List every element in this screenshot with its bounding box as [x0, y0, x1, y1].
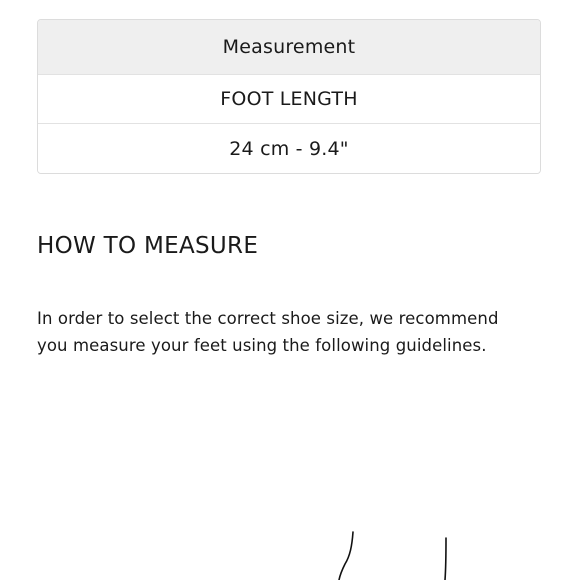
- foot-outline-right-stroke: [445, 538, 446, 580]
- size-measurement-table: [37, 19, 541, 174]
- how-to-measure-description: In order to select the correct shoe size, we recommend you measure your feet using the following guidelines.: [37, 309, 499, 355]
- table-value-foot-length: 24 cm - 9.4": [38, 124, 540, 173]
- foot-outline-left-stroke: [339, 532, 353, 580]
- table-header-measurement: Measurement: [38, 20, 540, 75]
- how-to-measure-heading: HOW TO MEASURE: [37, 233, 259, 259]
- foot-outline-icon: [330, 528, 460, 580]
- table-label-foot-length: FOOT LENGTH: [38, 75, 540, 124]
